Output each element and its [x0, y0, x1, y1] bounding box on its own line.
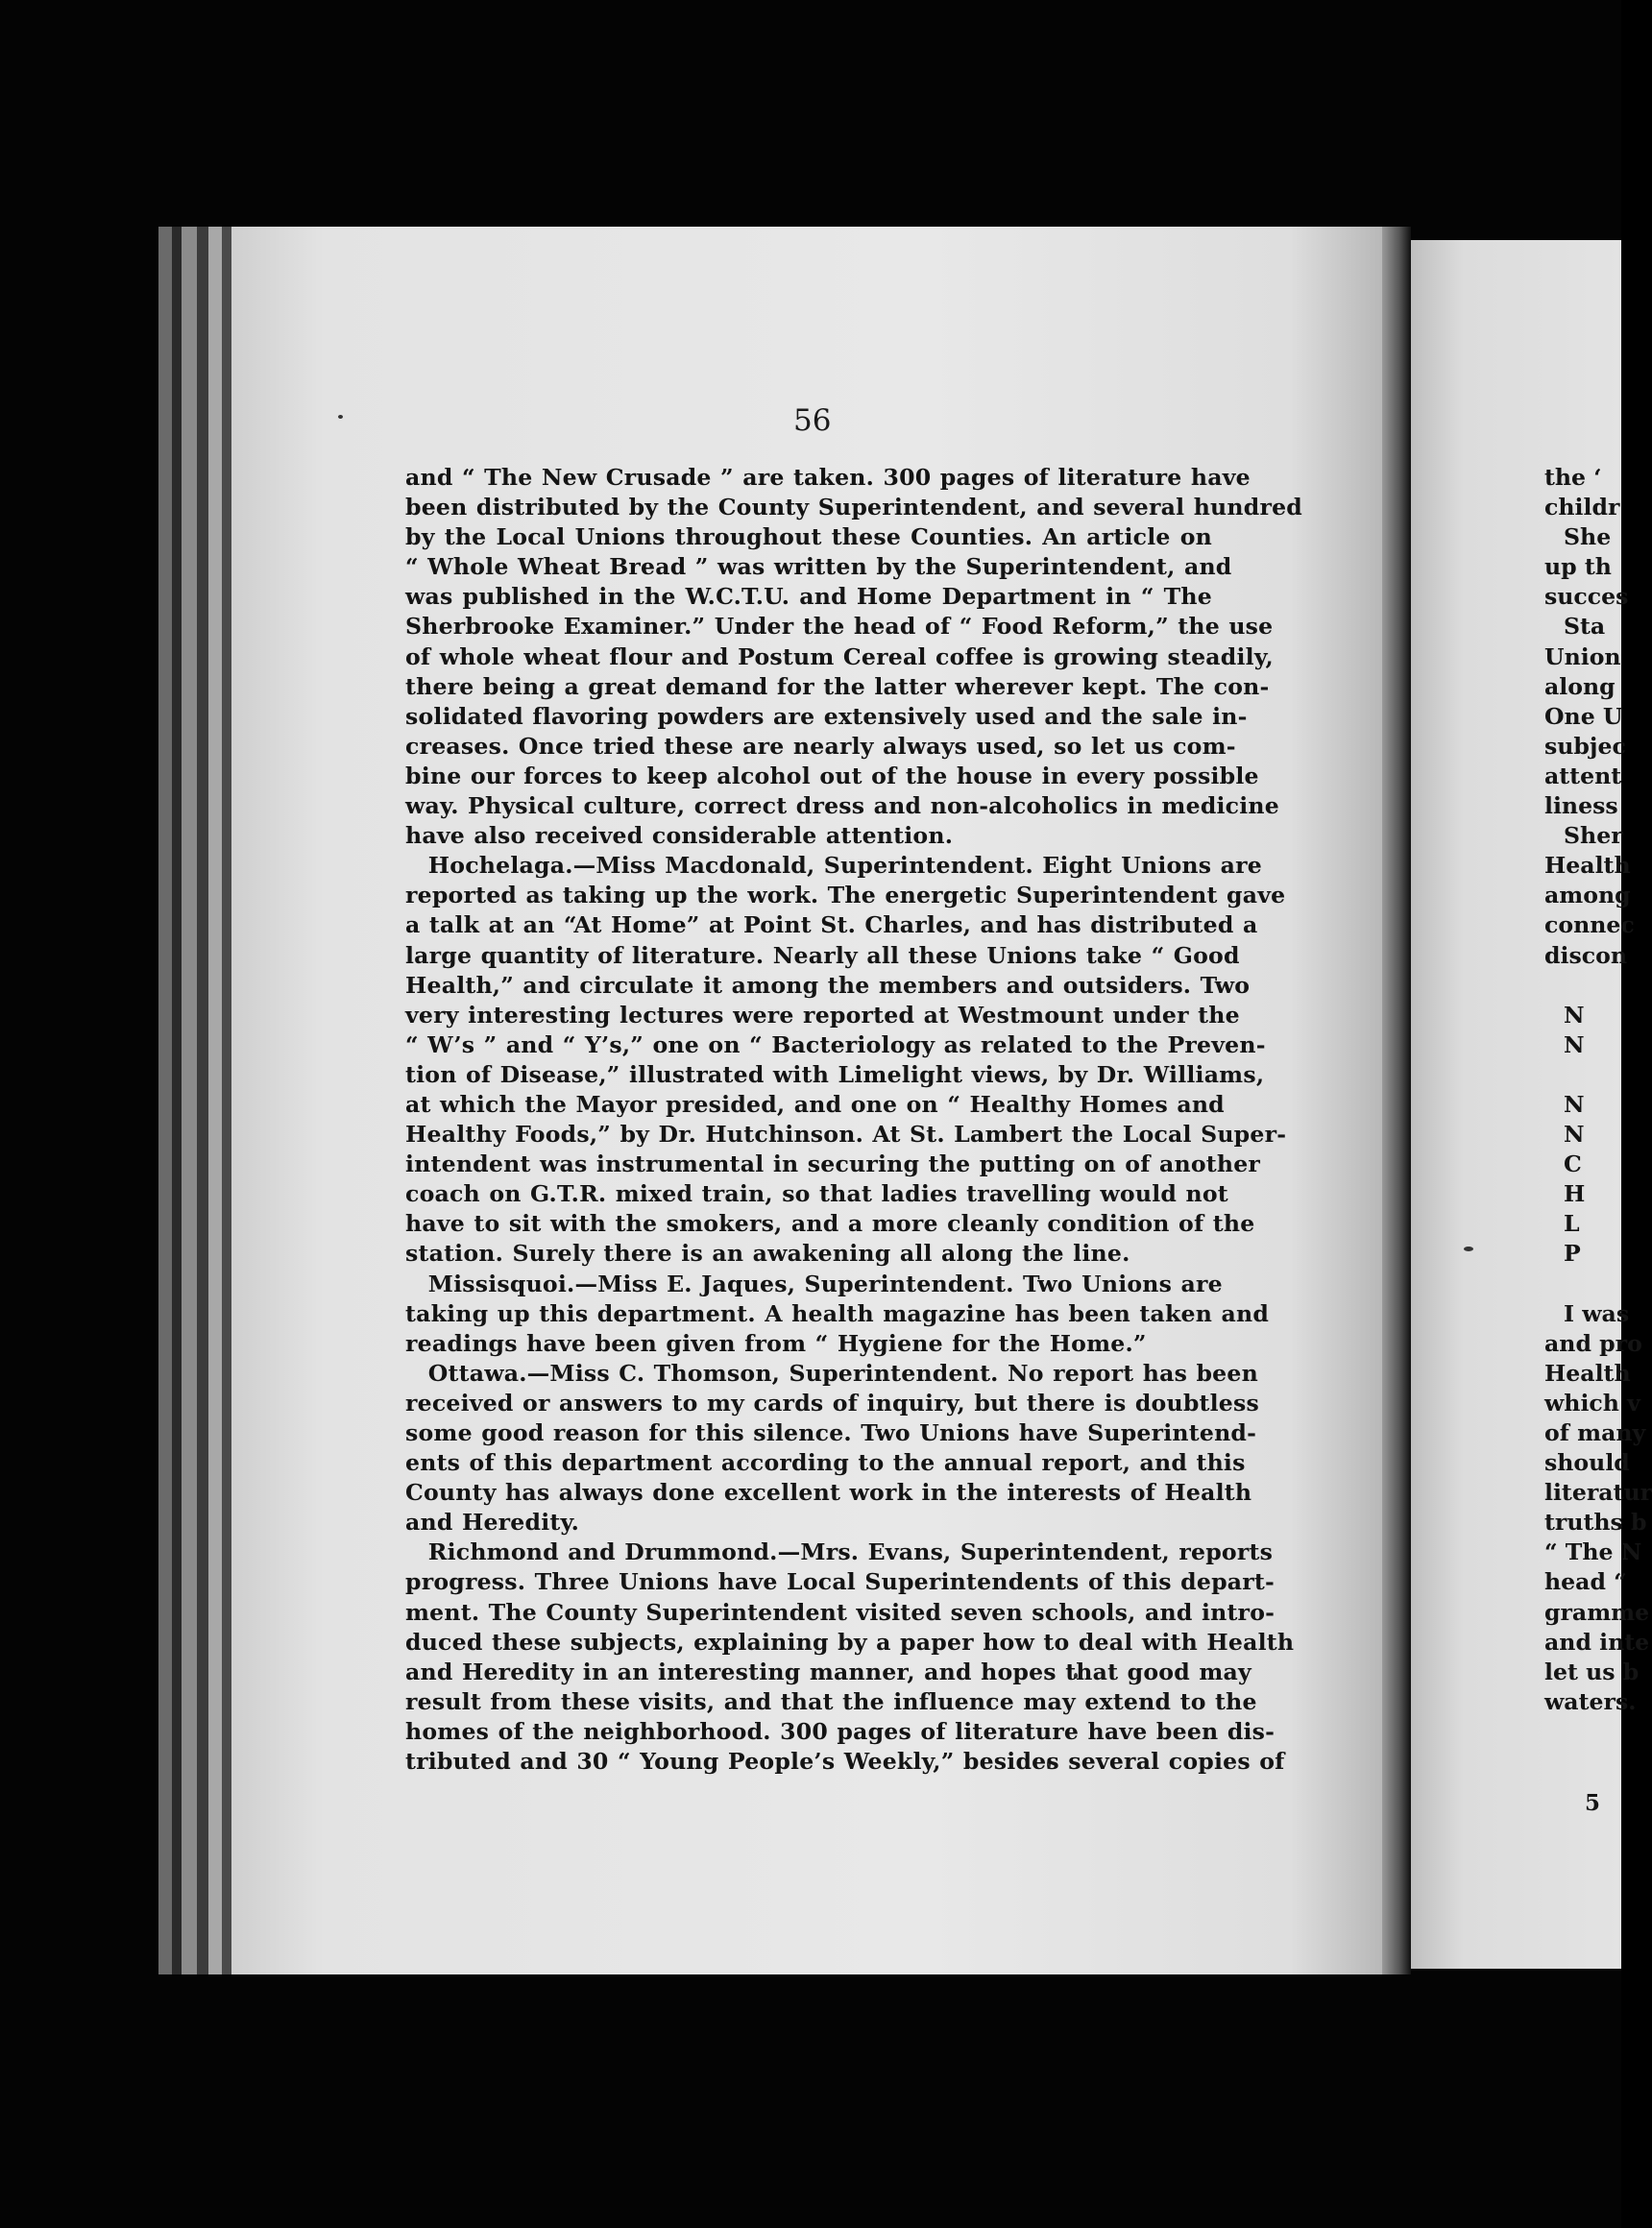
- text-line-fragment: liness: [1544, 792, 1618, 820]
- text-line: County has always done excellent work in the interests of Health: [405, 1479, 1252, 1507]
- text-line-fragment: She: [1564, 523, 1612, 551]
- text-line: tion of Disease,” illustrated with Limelight views, by Dr. Williams,: [405, 1060, 1265, 1088]
- scan-speck: [338, 415, 343, 419]
- text-line: Ottawa.—Miss C. Thomson, Superintendent. No report has been: [405, 1359, 1258, 1387]
- text-line-fragment: N: [1564, 1090, 1585, 1118]
- text-line-fragment: connec: [1544, 911, 1635, 939]
- text-line: progress. Three Unions have Local Superintendents of this depart-: [405, 1568, 1275, 1596]
- right-page-text: [1521, 463, 1652, 1717]
- text-line-fragment: [1521, 971, 1637, 1001]
- text-line: “ Whole Wheat Bread ” was written by the Superintendent, and: [405, 553, 1232, 581]
- text-line: been distributed by the County Superintendent, and several hundred: [405, 494, 1302, 521]
- text-line-fragment: [1521, 1270, 1637, 1299]
- text-line: reported as taking up the work. The energetic Superintendent gave: [405, 882, 1286, 909]
- text-line: there being a great demand for the latter wherever kept. The con-: [405, 672, 1270, 700]
- text-line-fragment: H: [1564, 1180, 1586, 1208]
- text-line: readings have been given from “ Hygiene for the Home.”: [405, 1329, 1147, 1357]
- text-line: way. Physical culture, correct dress and non-alcoholics in medicine: [405, 792, 1279, 820]
- text-line-fragment: P: [1564, 1240, 1581, 1268]
- text-line-fragment: N: [1564, 1121, 1585, 1149]
- text-line: and Heredity in an interesting manner, and hopes that good may: [405, 1658, 1251, 1685]
- text-line-fragment: I was: [1564, 1299, 1630, 1327]
- page-body-text: [405, 463, 1302, 1777]
- text-line-fragment: up th: [1544, 553, 1612, 581]
- text-line-fragment: among: [1544, 882, 1631, 909]
- book-gutter: [1382, 227, 1411, 1974]
- text-line: and “ The New Crusade ” are taken. 300 pages of literature have: [405, 464, 1251, 491]
- text-line-fragment: along: [1544, 672, 1616, 700]
- text-line: “ W’s ” and “ Y’s,” one on “ Bacteriology as related to the Preven-: [405, 1030, 1266, 1058]
- text-line-fragment: subjec: [1544, 732, 1626, 760]
- text-line: of whole wheat flour and Postum Cereal coffee is growing steadily,: [405, 642, 1274, 670]
- text-line: some good reason for this silence. Two Unions have Superintend-: [405, 1419, 1257, 1446]
- text-line: very interesting lectures were reported at Westmount under the: [405, 1001, 1240, 1029]
- page-edge: [197, 227, 208, 1974]
- text-line: by the Local Unions throughout these Counties. An article on: [405, 523, 1212, 551]
- text-line: bine our forces to keep alcohol out of the house in every possible: [405, 762, 1259, 789]
- text-line: result from these visits, and that the influence may extend to the: [405, 1687, 1257, 1715]
- text-line-fragment: and pro: [1544, 1329, 1642, 1357]
- text-line-fragment: gramme: [1544, 1598, 1650, 1626]
- text-line-fragment: succes: [1544, 583, 1629, 611]
- text-line: at which the Mayor presided, and one on “ Healthy Homes and: [405, 1090, 1225, 1118]
- text-line-fragment: discon: [1544, 941, 1627, 969]
- text-line-fragment: literatur: [1544, 1479, 1652, 1507]
- text-line: Healthy Foods,” by Dr. Hutchinson. At St. Lambert the Local Super-: [405, 1121, 1287, 1149]
- text-line-fragment: “ The N: [1544, 1538, 1642, 1566]
- text-line-fragment: C: [1564, 1150, 1582, 1178]
- text-line: a talk at an “At Home” at Point St. Charles, and has distributed a: [405, 911, 1258, 939]
- right-page-number: 5: [1585, 1790, 1601, 1816]
- text-line-fragment: Sher: [1564, 822, 1623, 850]
- text-line-fragment: Union: [1544, 642, 1621, 670]
- scanned-book-spread: 56 and “ The New Crusade ” are taken. 300 pages of literature have been distributed by the County Superintendent, and several hundred by the Local Unions throughout these Counties. An article on “ Whole Wheat Bread ” was written by the Superintendent, and was published in the W.C.T.U. and Home Department in “ The Sherbrooke Examiner.” Under the head of “ Food Reform,” the use of whole wheat flour and Postum Cereal coffee is growing steadily, there being a great demand for the latter wherever kept. The con- solidated flavoring powders are extensively used and the sale in- creases. Once tried these are nearly always used, so let us com- bine our forces to keep alcohol out of the house in every possible way. Physical culture, correct dress and non-alcoholics in medicine have also received considerable attention. Hochelaga.—Miss Macdonald, Superintendent. Eight Unions are reported as taking up the work. The energetic Superintendent gave a talk at an “At Home” at Point St. Charles, and has distributed a large quantity of literature. Nearly all these Unions take “ Good Health,” and circulate it among the members and outsiders. Two very interesting lectures were reported at Westmount under the “ W’s ” and “ Y’s,” one on “ Bacteriology as related to the Preven- tion of Disease,” illustrated with Limelight views, by Dr. Williams, at which the Mayor presided, and one on “ Healthy Homes and Healthy Foods,” by Dr. Hutchinson. At St. Lambert the Local Super- intendent was instrumental in securing the putting on of another coach on G.T.R. mixed train, so that ladies travelling would not have to sit with the smokers, and a more cleanly condition of the station. Surely there is an awakening all along the line. Missisquoi.—Miss E. Jaques, Superintendent. Two Unions are taking up this department. A health magazine has been taken and readings have been given from “ Hygiene for the Home.” Ottawa.—Miss C. Thomson, Superintendent. No report has been received or answers to my cards of inquiry, but there is doubtless some good reason for this silence. Two Unions have Superintend- ents of this department according to the annual report, and this County has always done excellent work in the interests of Health and Heredity. Richmond and Drummond.—Mrs. Evans, Superintendent, reports progress. Three Unions have Local Superintendents of this depart- ment. The County Superintendent visited seven schools, and intro- duced these subjects, explaining by a paper how to deal with Health and Heredity in an interesting manner, and hopes that good may result from these visits, and that the influence may extend to the homes of the neighborhood. 300 pages of literature have been dis- tributed and 30 “ Young People’s Weekly,” besides several copies of the ‘ childr She up th succes Sta Union along One U subjec attent liness Sher Health among connec discon N N N N C H L P I was and pro Health which v of many should literatur truths b “ The N head “ gramme and inte let us b waters. 5: [0, 0, 1621, 2228]
- text-line: Health,” and circulate it among the members and outsiders. Two: [405, 971, 1251, 999]
- text-line-fragment: of many: [1544, 1419, 1646, 1446]
- scan-speck: [1464, 1247, 1473, 1251]
- text-line-fragment: N: [1564, 1001, 1585, 1029]
- text-line: ment. The County Superintendent visited seven schools, and intro-: [405, 1598, 1275, 1626]
- text-line-fragment: N: [1564, 1030, 1585, 1058]
- text-line: tributed and 30 “ Young People’s Weekly,” besides several copies of: [405, 1748, 1285, 1776]
- text-line-fragment: Health: [1544, 852, 1631, 880]
- text-line: was published in the W.C.T.U. and Home Department in “ The: [405, 583, 1212, 611]
- text-line: large quantity of literature. Nearly all these Unions take “ Good: [405, 941, 1240, 969]
- text-line: intendent was instrumental in securing the putting on of another: [405, 1150, 1261, 1178]
- text-line: coach on G.T.R. mixed train, so that ladies travelling would not: [405, 1180, 1228, 1208]
- text-line: Sherbrooke Examiner.” Under the head of “ Food Reform,” the use: [405, 613, 1274, 641]
- text-line-fragment: which v: [1544, 1389, 1640, 1417]
- text-line-fragment: Health: [1544, 1359, 1631, 1387]
- text-line: station. Surely there is an awakening all along the line.: [405, 1240, 1130, 1268]
- text-line-fragment: the ‘: [1544, 464, 1602, 491]
- text-line: ents of this department according to the annual report, and this: [405, 1449, 1246, 1477]
- text-line: homes of the neighborhood. 300 pages of literature have been dis-: [405, 1717, 1275, 1745]
- text-line: taking up this department. A health magazine has been taken and: [405, 1299, 1270, 1327]
- text-line: and Heredity.: [405, 1509, 580, 1537]
- text-line: Hochelaga.—Miss Macdonald, Superintendent. Eight Unions are: [405, 852, 1263, 880]
- page-edge: [158, 227, 172, 1974]
- text-line: have to sit with the smokers, and a more cleanly condition of the: [405, 1210, 1255, 1238]
- text-line-fragment: L: [1564, 1210, 1580, 1238]
- text-line-fragment: and inte: [1544, 1628, 1650, 1656]
- text-line: have also received considerable attention.: [405, 822, 954, 850]
- text-line-fragment: truths b: [1544, 1509, 1647, 1537]
- text-line-fragment: head “: [1544, 1568, 1627, 1596]
- text-line: duced these subjects, explaining by a paper how to deal with Health: [405, 1628, 1295, 1656]
- page-edge: [182, 227, 197, 1974]
- page-edge: [172, 227, 182, 1974]
- text-line-fragment: One U: [1544, 702, 1623, 730]
- text-line-fragment: let us b: [1544, 1658, 1640, 1685]
- text-line-fragment: Sta: [1564, 613, 1606, 641]
- text-line: received or answers to my cards of inquiry, but there is doubtless: [405, 1389, 1259, 1417]
- text-line-fragment: should: [1544, 1449, 1630, 1477]
- text-line: creases. Once tried these are nearly always used, so let us com-: [405, 732, 1236, 760]
- page-edge: [222, 227, 231, 1974]
- text-line-fragment: [1521, 1060, 1637, 1090]
- text-line-fragment: childr: [1544, 494, 1620, 521]
- text-line: Richmond and Drummond.—Mrs. Evans, Superintendent, reports: [405, 1538, 1274, 1566]
- page-edge: [208, 227, 222, 1974]
- text-line: solidated flavoring powders are extensively used and the sale in-: [405, 702, 1248, 730]
- text-line-fragment: waters.: [1544, 1687, 1637, 1715]
- text-line-fragment: attent: [1544, 762, 1622, 789]
- text-line: Missisquoi.—Miss E. Jaques, Superintendent. Two Unions are: [405, 1270, 1223, 1297]
